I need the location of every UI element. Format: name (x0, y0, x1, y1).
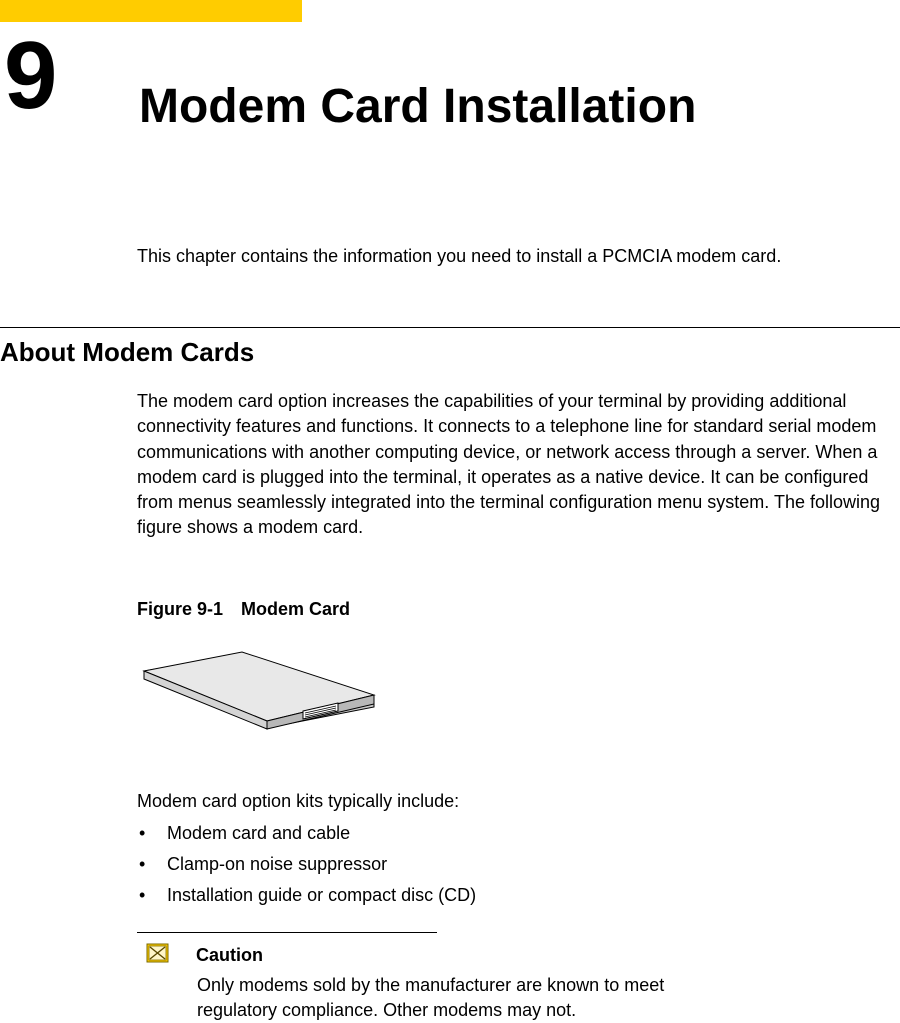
list-item-text: Installation guide or compact disc (CD) (167, 885, 477, 905)
bullet: • (139, 854, 146, 874)
section-heading: About Modem Cards (0, 337, 255, 367)
chapter-number: 9 (4, 22, 58, 129)
intro-paragraph: This chapter contains the information you need to install a PCMCIA modem card. (137, 246, 782, 266)
bullet: • (139, 885, 146, 905)
caution-label: Caution (196, 945, 263, 965)
list-item (137, 849, 476, 880)
modem-card-illustration (141, 649, 377, 731)
figure-label: Figure 9-1 (137, 599, 224, 619)
caution-icon (146, 943, 169, 963)
figure-caption (137, 597, 350, 621)
kit-list (137, 818, 476, 911)
bullet: • (139, 823, 146, 843)
list-item-text: Clamp-on noise suppressor (167, 854, 388, 874)
list-item-text: Modem card and cable (167, 823, 351, 843)
list-item (137, 880, 476, 911)
kits-intro: Modem card option kits typically include: (137, 791, 460, 811)
section-paragraph: The modem card option increases the capabilities of your terminal by providing additional connectivity features and functions. It connects to a telephone line for standard serial modem communications with another computing device, or network access through a server. When a modem card is plugged into the terminal, it operates as a native device. It can be configured from menus seamlessly integrated into the terminal configuration menu system. The following figure shows a modem card. (137, 391, 881, 538)
figure-title: Modem Card (241, 599, 351, 619)
caution-text: Only modems sold by the manufacturer are known to meet regulatory compliance. Other modems may not. (197, 975, 665, 1020)
caution-divider (137, 932, 437, 933)
chapter-accent-bar (0, 0, 302, 22)
section-divider (0, 327, 900, 328)
chapter-title: Modem Card Installation (139, 80, 697, 133)
list-item (137, 818, 476, 849)
